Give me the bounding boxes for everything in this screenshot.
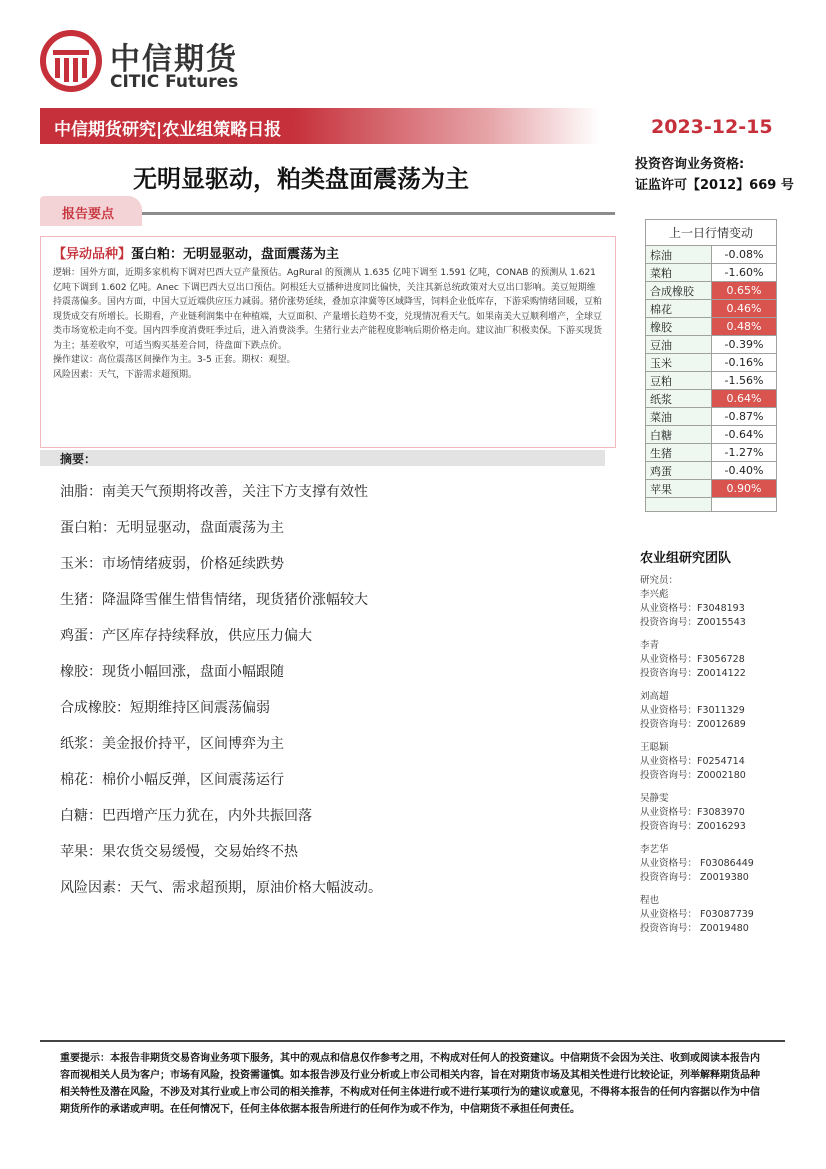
member-license: 从业资格号：F3083970 xyxy=(640,807,745,818)
list-item: 棉花：棉价小幅反弹，区间震荡运行 xyxy=(60,772,284,788)
commodity-change: -0.39% xyxy=(712,336,777,354)
brand-name-cn: 中信期货 xyxy=(110,42,238,77)
citic-seal-icon xyxy=(40,30,102,92)
table-row xyxy=(646,336,777,354)
list-item: 白糖：巴西增产压力犹在，内外共振回落 xyxy=(60,808,312,824)
commodity-change: 0.48% xyxy=(712,318,777,336)
member-license: 从业资格号：F3011329 xyxy=(640,705,745,716)
commodity-name: 玉米 xyxy=(646,354,712,372)
key-heading-text: 蛋白粕：无明显驱动，盘面震荡为主 xyxy=(131,247,340,262)
table-row xyxy=(646,372,777,390)
list-item: 风险因素：天气、需求超预期，原油价格大幅波动。 xyxy=(60,880,382,896)
table-row xyxy=(646,462,777,480)
list-item: 橡胶：现货小幅回涨，盘面小幅跟随 xyxy=(60,664,284,680)
member-advisory: 投资咨询号：Z0016293 xyxy=(640,821,746,832)
research-team xyxy=(640,547,790,945)
table-row xyxy=(646,354,777,372)
list-item: 蛋白粕：无明显驱动，盘面震荡为主 xyxy=(60,520,284,536)
member-name: 李艺华 xyxy=(640,844,669,855)
member-license: 从业资格号：F3056728 xyxy=(640,654,745,665)
key-heading-bracket: 【异动品种】 xyxy=(53,247,132,262)
member-advisory: 投资咨询号：Z0015543 xyxy=(640,617,746,628)
member-name: 吴静雯 xyxy=(640,793,669,804)
member-name: 李兴彪 xyxy=(640,589,669,600)
commodity-name: 菜粕 xyxy=(646,264,712,282)
list-item: 油脂：南美天气预期将改善，关注下方支撑有效性 xyxy=(60,484,368,500)
commodity-name: 菜油 xyxy=(646,408,712,426)
summary-label: 摘要： xyxy=(60,452,97,466)
summary-header xyxy=(40,450,605,466)
table-row xyxy=(646,318,777,336)
report-key-points-tab xyxy=(40,196,142,226)
member-advisory: 投资咨询号：Z0012689 xyxy=(640,719,746,730)
table-row xyxy=(646,390,777,408)
page-title: 无明显驱动，粕类盘面震荡为主 xyxy=(133,165,469,193)
table-row xyxy=(646,426,777,444)
table-header-row xyxy=(646,220,777,246)
report-date: 2023-12-15 xyxy=(651,116,773,138)
commodity-change: 0.46% xyxy=(712,300,777,318)
member-license: 从业资格号：F3048193 xyxy=(640,603,745,614)
commodity-name: 生猪 xyxy=(646,444,712,462)
member-name: 程也 xyxy=(640,895,660,906)
commodity-name: 苹果 xyxy=(646,480,712,498)
list-item: 鸡蛋：产区库存持续释放，供应压力偏大 xyxy=(60,628,312,644)
commodity-change: -1.56% xyxy=(712,372,777,390)
commodity-change: -0.16% xyxy=(712,354,777,372)
list-item: 生猪：降温降雪催生惜售情绪，现货猪价涨幅较大 xyxy=(60,592,368,608)
commodity-name: 合成橡胶 xyxy=(646,282,712,300)
member-name: 王聪颖 xyxy=(640,742,669,753)
table-row xyxy=(646,282,777,300)
commodity-change: -0.08% xyxy=(712,246,777,264)
table-row xyxy=(646,408,777,426)
license-info xyxy=(635,154,794,196)
commodity-name: 豆油 xyxy=(646,336,712,354)
disclaimer-text: 重要提示：本报告非期货交易咨询业务项下服务，其中的观点和信息仅作参考之用，不构成对任何人的投资建议。中信期货不会因为关注、收到或阅读本报告内容而视相关人员为客户；市场有风险，投资需谨慎。如本报告涉及行业分析或上市公司相关内容，旨在对期货市场及其相关性进行比较论证，列举解释期货品种相关特性及潜在风险，不涉及对其行业或上市公司的相关推荐，不构成对任何主体进行或不进行某项行为的建议或意见，不得将本报告的任何内容据以作为中信期货所作的承诺或声明。在任何情况下，任何主体依据本报告所进行的任何作为或不作为，中信期货不承担任何责任。 xyxy=(60,1053,760,1115)
table-row xyxy=(646,300,777,318)
member-license: 从业资格号： F03086449 xyxy=(640,858,754,869)
citic-futures-logo xyxy=(40,30,260,94)
empty-cell xyxy=(712,498,777,512)
member-advisory: 投资咨询号： Z0019380 xyxy=(640,872,749,883)
team-title: 农业组研究团队 xyxy=(640,551,732,566)
key-points-box xyxy=(40,236,616,448)
commodity-change: -0.87% xyxy=(712,408,777,426)
table-row xyxy=(646,246,777,264)
member-name: 李青 xyxy=(640,640,660,651)
market-change-table xyxy=(645,219,777,512)
summary-list xyxy=(60,482,600,914)
team-member xyxy=(640,690,790,732)
member-advisory: 投资咨询号： Z0019480 xyxy=(640,923,749,934)
license-line-1: 投资咨询业务资格: xyxy=(635,157,745,172)
commodity-name: 橡胶 xyxy=(646,318,712,336)
commodity-change: -0.64% xyxy=(712,426,777,444)
report-banner xyxy=(40,108,600,144)
key-paragraph-risk: 风险因素：天气，下游需求超预期。 xyxy=(53,369,198,380)
team-member xyxy=(640,741,790,783)
team-role-label: 研究员： xyxy=(640,575,679,586)
team-member xyxy=(640,588,790,630)
team-member xyxy=(640,894,790,936)
member-advisory: 投资咨询号：Z0014122 xyxy=(640,668,746,679)
table-empty-row xyxy=(646,498,777,512)
commodity-change: -1.27% xyxy=(712,444,777,462)
commodity-name: 鸡蛋 xyxy=(646,462,712,480)
key-points-body xyxy=(53,266,603,382)
team-members xyxy=(640,588,790,936)
list-item: 苹果：果农货交易缓慢，交易始终不热 xyxy=(60,844,298,860)
key-paragraph-advice: 操作建议：高位震荡区间操作为主。3-5 正套。期权：观望。 xyxy=(53,355,296,365)
team-member xyxy=(640,639,790,681)
tab-label: 报告要点 xyxy=(62,207,115,222)
commodity-name: 豆粕 xyxy=(646,372,712,390)
list-item: 玉米：市场情绪疲弱，价格延续跌势 xyxy=(60,556,284,572)
commodity-change: -1.60% xyxy=(712,264,777,282)
commodity-change: -0.40% xyxy=(712,462,777,480)
list-item: 合成橡胶：短期维持区间震荡偏弱 xyxy=(60,700,270,716)
key-paragraph-logic: 逻辑：国外方面，近期多家机构下调对巴西大豆产量预估。AgRural 的预测从 1.635 亿吨下调至 1.591 亿吨，CONAB 的预测从 1.621 亿吨下调到 1.602 亿吨。Anec 下调巴西大豆出口预估。阿根廷大豆播种进度同比偏快，关注其新总统政策对大豆出口影响。美豆短期维持震荡偏多。国内方面，中国大豆近端供应压力减弱。猪价涨势延续，叠加京津冀等区域降雪，饲料企业低库存，下游采购情绪回暖，豆粕现货成交有所增长。长期看，产业链利润集中在种植端，大豆面积、产量增长趋势不变，兑现情况看天气。如果南美大豆顺利增产，全球豆类市场宽松走向不变。国内四季度消费旺季过后，进入消费淡季。生猪行业去产能程度影响后期价格走向。建议油厂积极卖保。下游买现货为主；基差收窄，可适当购买基差合同，待盘面下跌点价。 xyxy=(53,268,603,351)
commodity-name: 棕油 xyxy=(646,246,712,264)
member-license: 从业资格号：F0254714 xyxy=(640,756,745,767)
team-member xyxy=(640,843,790,885)
commodity-name: 棉花 xyxy=(646,300,712,318)
table-title: 上一日行情变动 xyxy=(646,220,777,246)
member-advisory: 投资咨询号：Z0002180 xyxy=(640,770,746,781)
table-row xyxy=(646,444,777,462)
member-license: 从业资格号： F03087739 xyxy=(640,909,754,920)
commodity-name: 纸浆 xyxy=(646,390,712,408)
license-line-2: 证监许可【2012】669 号 xyxy=(635,178,794,193)
list-item: 纸浆：美金报价持平，区间博弈为主 xyxy=(60,736,284,752)
empty-cell xyxy=(646,498,712,512)
disclaimer xyxy=(40,1040,785,1118)
key-points-heading xyxy=(53,243,603,262)
commodity-name: 白糖 xyxy=(646,426,712,444)
table-row xyxy=(646,264,777,282)
table-row xyxy=(646,480,777,498)
team-member xyxy=(640,792,790,834)
member-name: 刘高超 xyxy=(640,691,669,702)
commodity-change: 0.65% xyxy=(712,282,777,300)
commodity-change: 0.64% xyxy=(712,390,777,408)
banner-title: 中信期货研究|农业组策略日报 xyxy=(54,120,282,140)
commodity-change: 0.90% xyxy=(712,480,777,498)
brand-name-en: CITIC Futures xyxy=(110,72,239,92)
